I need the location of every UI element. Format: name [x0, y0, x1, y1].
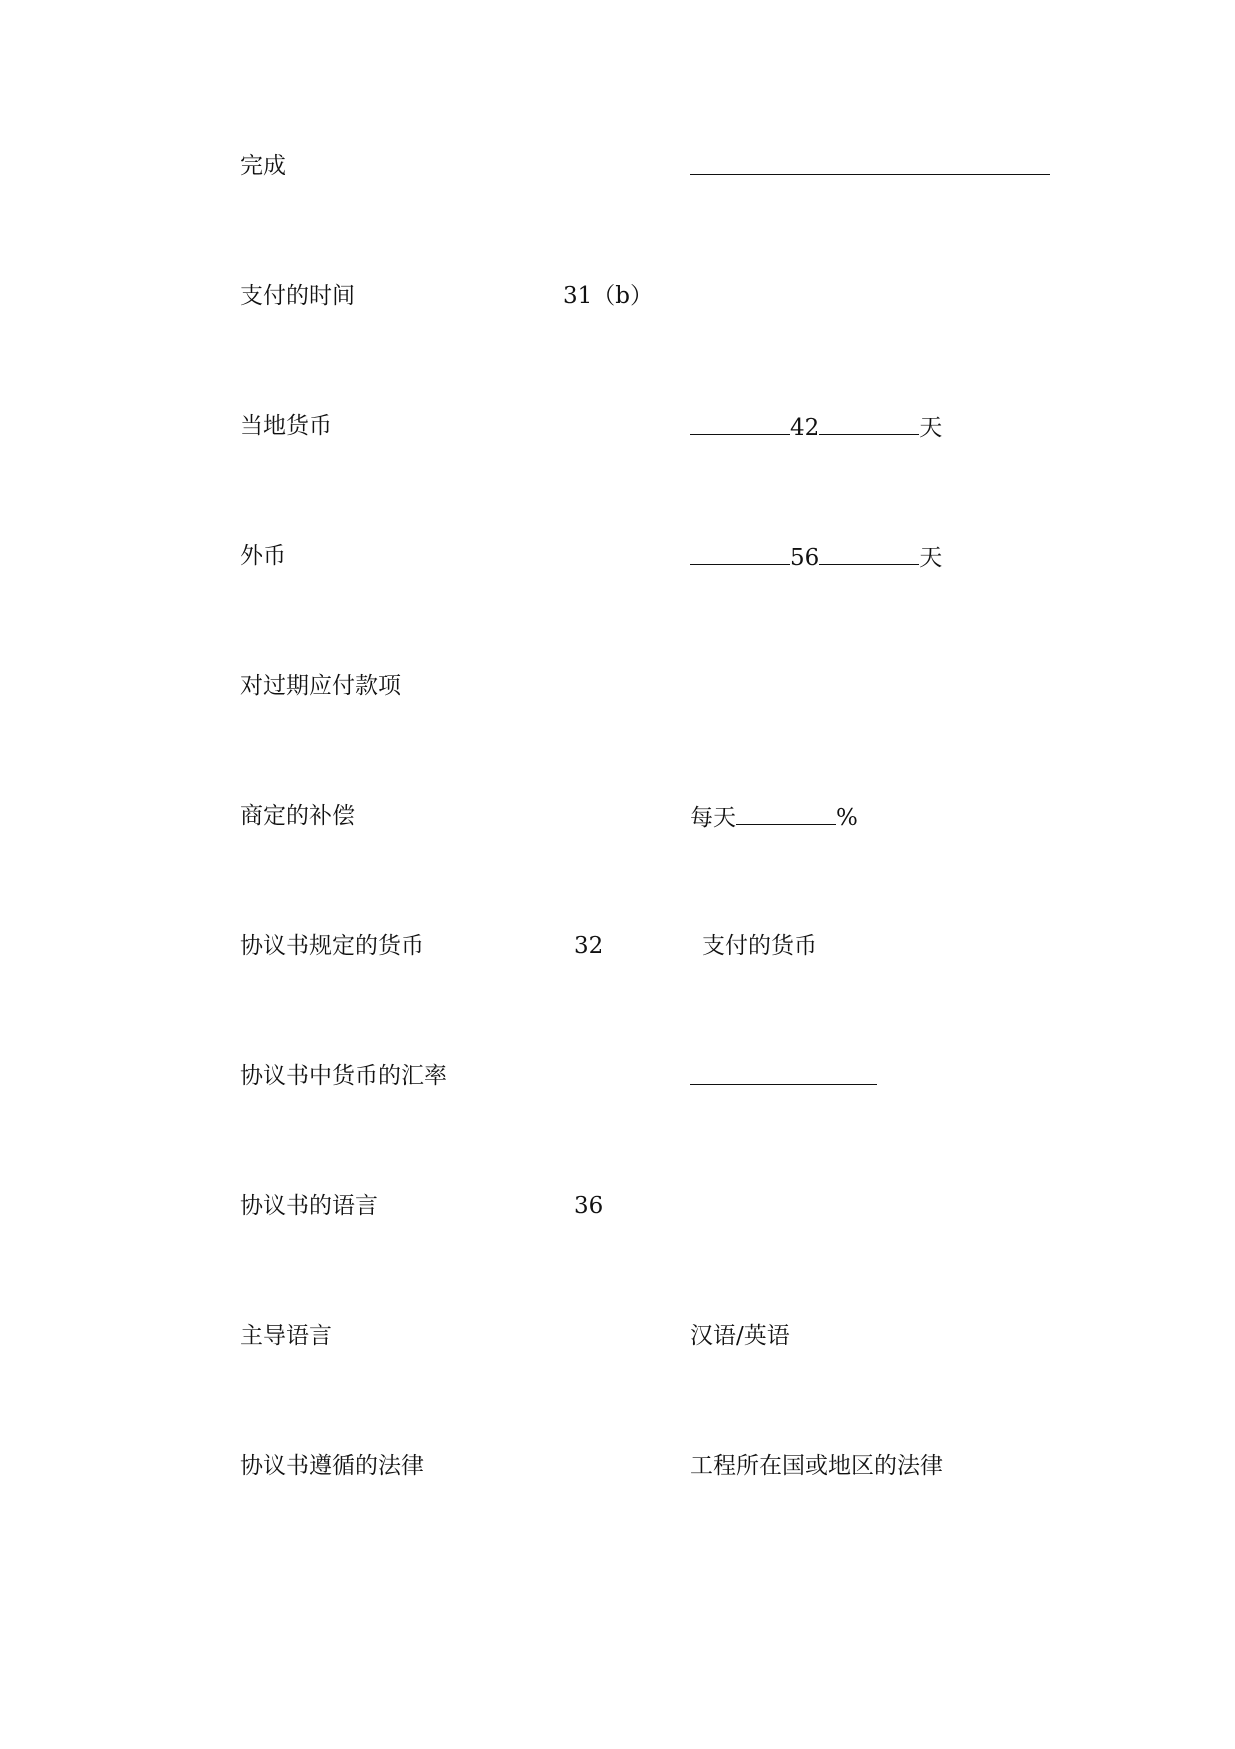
- row-payment-time: [0, 276, 1235, 316]
- row-label: 完成: [240, 153, 286, 179]
- clause-number: 36: [574, 1193, 604, 1219]
- row-ruling-language: [0, 1316, 1235, 1356]
- row-label: 对过期应付款项: [240, 673, 401, 699]
- row-agreement-language: [0, 1186, 1235, 1226]
- row-foreign-currency: [0, 536, 1235, 576]
- row-label: 商定的补偿: [240, 803, 355, 829]
- completion-blank: [690, 146, 1050, 188]
- row-value: 汉语/英语: [690, 1323, 790, 1349]
- row-label: 支付的时间: [240, 283, 355, 309]
- row-value: 工程所在国或地区的法律: [690, 1453, 943, 1479]
- clause-number: 31（b）: [563, 283, 653, 309]
- row-label: 协议书中货币的汇率: [240, 1063, 447, 1089]
- row-label: 协议书遵循的法律: [240, 1453, 424, 1479]
- row-label: 协议书规定的货币: [240, 933, 424, 959]
- row-label: 协议书的语言: [240, 1193, 378, 1219]
- clause-number: 32: [574, 933, 604, 959]
- row-agreed-compensation: [0, 796, 1235, 836]
- row-governing-law: [0, 1446, 1235, 1486]
- row-overdue-payments: [0, 666, 1235, 706]
- rate-prefix: 每天: [690, 805, 736, 831]
- foreign-currency-days: [690, 536, 942, 578]
- row-completion: [0, 146, 1235, 186]
- row-exchange-rate: [0, 1056, 1235, 1096]
- row-local-currency: [0, 406, 1235, 446]
- days-value: 56: [790, 545, 820, 571]
- local-currency-days: [690, 406, 942, 448]
- days-value: 42: [790, 415, 820, 441]
- row-agreement-currency: [0, 926, 1235, 966]
- row-label: 外币: [240, 543, 286, 569]
- days-unit: 天: [919, 545, 943, 571]
- days-unit: 天: [919, 415, 943, 441]
- compensation-rate: [690, 796, 858, 838]
- row-value: 支付的货币: [702, 933, 817, 959]
- row-label: 主导语言: [240, 1323, 332, 1349]
- rate-unit: %: [836, 805, 858, 831]
- row-label: 当地货币: [240, 413, 332, 439]
- exchange-rate-blank: [690, 1056, 877, 1098]
